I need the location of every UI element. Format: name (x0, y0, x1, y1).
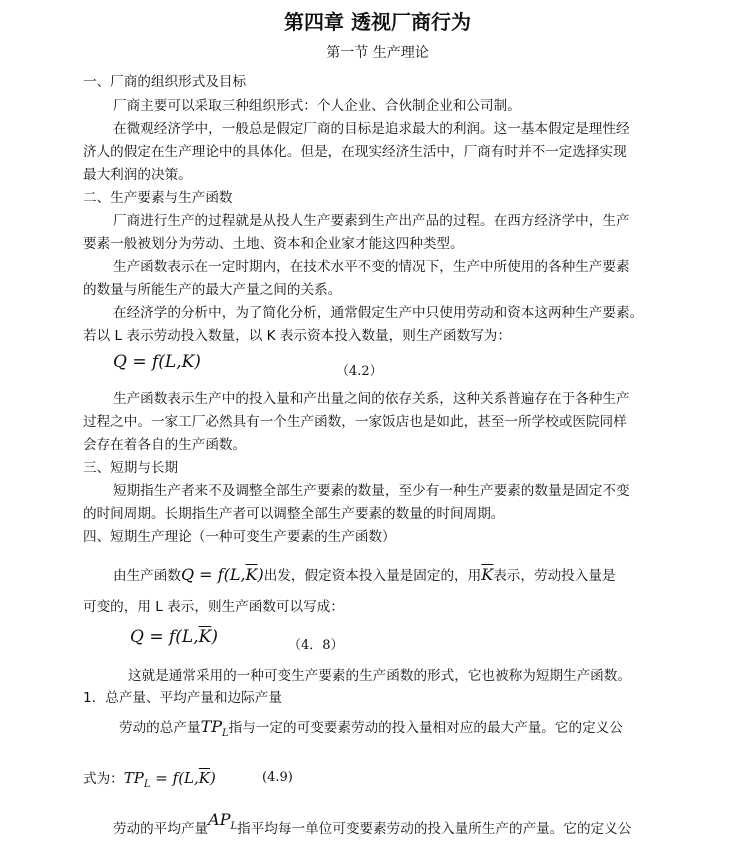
paragraph-line: 厂商主要可以采取三种组织形式：个人企业、合伙制企业和公司制。 (113, 98, 521, 114)
equation-part: ) (211, 627, 218, 647)
paragraph-text: 劳动的平均产量 (113, 821, 209, 837)
equation-part: TP (123, 769, 144, 787)
paragraph-line (83, 767, 216, 790)
heading-short-long-run: 三、短期与长期 (83, 460, 179, 476)
paragraph-line: 会存在着各自的生产函数。 (83, 437, 247, 453)
tp-symbol (200, 717, 229, 740)
equation-number: (4.9) (262, 770, 293, 785)
paragraph-text: 劳动的总产量 (119, 720, 201, 736)
subscript: L (143, 779, 151, 790)
paragraph-line: 短期指生产者来不及调整全部生产要素的数量，至少有一种生产要素的数量是固定不变 (113, 483, 630, 499)
paragraph-line (113, 564, 616, 584)
equation-part: Q = f(L, (180, 565, 246, 584)
k-bar: $\overline{K}$ (245, 565, 258, 584)
heading-short-run-theory: 四、短期生产理论（一种可变生产要素的生产函数） (83, 529, 396, 545)
paragraph-line: 厂商进行生产的过程就是从投人生产要素到生产出产品的过程。在西方经济学中，生产 (113, 213, 630, 229)
paragraph-line: 可变的，用 L 表示，则生产函数可以写成： (83, 599, 344, 615)
equation-part: ) (210, 769, 216, 787)
inline-equation (181, 565, 264, 584)
k-bar: $\overline{K}$ (198, 627, 212, 647)
paragraph-line: 生产函数表示生产中的投入量和产出量之间的依存关系，这种关系普遍存在于各种生产 (113, 391, 630, 407)
paragraph-line: 的时间周期。长期指生产者可以调整全部生产要素的数量的时间周期。 (83, 506, 505, 522)
paragraph-line: 最大利润的决策。 (83, 167, 192, 183)
equation-part: Q = f(L, (130, 627, 199, 647)
equation-part: TP (200, 717, 222, 736)
paragraph-text: 出发，假定资本投入量是固定的，用 (263, 568, 482, 584)
paragraph-text: 表示，劳动投入量是 (493, 568, 616, 584)
paragraph-line (113, 810, 632, 840)
section-title: 第一节 生产理论 (326, 45, 429, 61)
paragraph-line: 过程之中。一家工厂必然具有一个生产函数，一家饭店也是如此，甚至一所学校或医院同样 (83, 414, 627, 430)
paragraph-line: 这就是通常采用的一种可变生产要素的生产函数的形式，它也被称为短期生产函数。 (128, 668, 631, 684)
paragraph-line: 济人的假定在生产理论中的具体化。但是，在现实经济生活中，厂商有时并不一定选择实现 (83, 144, 627, 160)
paragraph-line: 若以 L 表示劳动投入数量，以 K 表示资本投入数量，则生产函数写为： (83, 328, 511, 344)
chapter-title: 第四章 透视厂商行为 (284, 10, 471, 34)
k-bar: $\overline{K}$ (198, 769, 210, 787)
paragraph-line: 生产函数表示在一定时期内，在技术水平不变的情况下，生产中所使用的各种生产要素 (113, 259, 630, 275)
equation-4-2: Q = f(L,K) (113, 352, 201, 372)
paragraph-text: 式为： (83, 771, 124, 787)
equation-4-8 (130, 627, 218, 647)
paragraph-line (119, 716, 623, 739)
equation-part: = f(L, (150, 769, 199, 787)
equation-number: （4．8） (288, 638, 344, 653)
subheading-total-average-marginal: 1．总产量、平均产量和边际产量 (83, 690, 282, 706)
heading-production-function: 二、生产要素与生产函数 (83, 190, 233, 206)
paragraph-text: 由生产函数 (113, 568, 181, 584)
equation-number: （4.2） (336, 364, 383, 379)
paragraph-line: 在经济学的分析中，为了简化分析，通常假定生产中只使用劳动和资本这两种生产要素。 (113, 305, 644, 321)
paragraph-line: 要素一般被划分为劳动、土地、资本和企业家才能这四种类型。 (83, 236, 464, 252)
subscript: L (230, 821, 238, 833)
paragraph-text: 指与一定的可变要素劳动的投入量相对应的最大产量。它的定义公 (228, 720, 623, 736)
k-bar: $\overline{K}$ (481, 565, 494, 584)
paragraph-line: 的数量与所能生产的最大产量之间的关系。 (83, 282, 342, 298)
equation-4-9 (123, 769, 216, 790)
equation-part: AP (208, 810, 231, 829)
paragraph-text: 指平均每一单位可变要素劳动的投入量所生产的产量。它的定义公 (237, 821, 632, 837)
paragraph-line: 在微观经济学中，一般总是假定厂商的目标是追求最大的利润。这一基本假定是理性经 (113, 121, 630, 137)
subscript: L (222, 728, 229, 740)
ap-symbol (208, 810, 238, 833)
heading-organization: 一、厂商的组织形式及目标 (83, 74, 247, 90)
equation-part: ) (257, 565, 264, 584)
